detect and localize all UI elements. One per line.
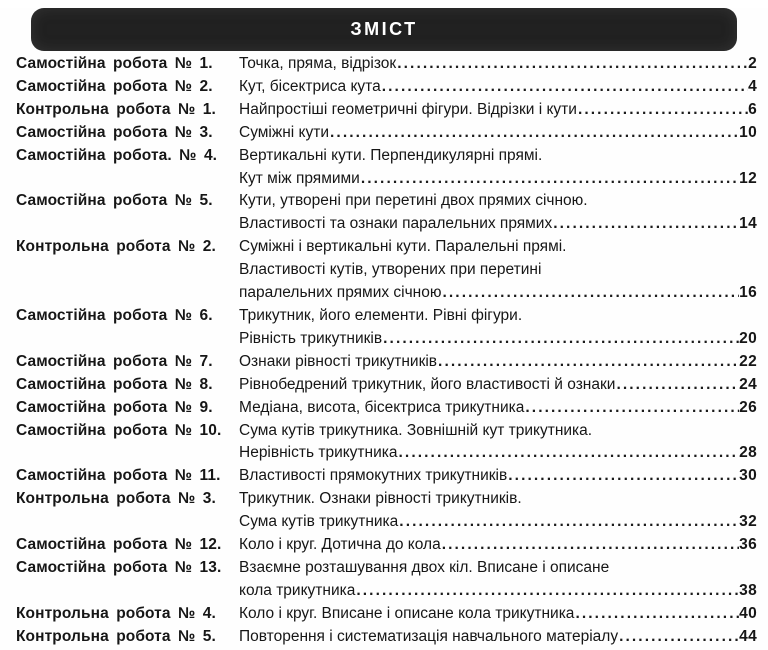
- toc-entry-label: Контрольна робота № 2.: [16, 238, 216, 256]
- toc-entry: [0, 76, 768, 99]
- toc-page-number: 24: [739, 375, 757, 393]
- toc-entry: [0, 626, 768, 649]
- toc-list: [0, 53, 768, 649]
- toc-entry-label: Самостійна робота № 10.: [16, 421, 222, 439]
- toc-entry-label: Самостійна робота № 9.: [16, 398, 213, 416]
- toc-title-line: [239, 213, 757, 236]
- toc-entry: [0, 145, 768, 191]
- toc-title-text: Ознаки рівності трикутників: [239, 352, 438, 370]
- toc-page-number: 28: [739, 444, 757, 462]
- toc-entry-label: Контрольна робота № 5.: [16, 627, 216, 645]
- toc-entry: [0, 374, 768, 397]
- toc-entry-body: [239, 76, 768, 99]
- toc-title-line: [239, 282, 757, 305]
- dot-leader: [618, 626, 739, 649]
- toc-entry-label: Контрольна робота № 1.: [16, 100, 216, 118]
- dot-leader: [552, 213, 739, 236]
- toc-title-text: Медіана, висота, бісектриса трикутника: [239, 398, 525, 416]
- toc-title-line: [239, 236, 757, 259]
- toc-entry: [0, 557, 768, 603]
- toc-page-number: 4: [748, 77, 757, 95]
- dot-leader: [441, 534, 739, 557]
- toc-title-text: Повторення і систематизація навчального матеріалу: [239, 627, 619, 645]
- toc-entry-label: Самостійна робота. № 4.: [16, 146, 218, 164]
- dot-leader: [398, 511, 739, 534]
- toc-entry: [0, 603, 768, 626]
- toc-entry-label: Самостійна робота № 7.: [16, 352, 213, 370]
- toc-title-text: Взаємне розташування двох кіл. Вписане і описане: [239, 558, 610, 576]
- toc-entry-body: [239, 626, 768, 649]
- toc-entry: [0, 534, 768, 557]
- contents-page: [0, 8, 768, 650]
- toc-title-line: [239, 328, 757, 351]
- toc-title-line: [239, 442, 757, 465]
- toc-entry: [0, 420, 768, 466]
- toc-entry-label: Самостійна робота № 3.: [16, 123, 213, 141]
- toc-title-text: Сума кутів трикутника. Зовнішній кут трикутника.: [239, 421, 593, 439]
- toc-entry-body: [239, 557, 768, 603]
- toc-entry-label: Самостійна робота № 13.: [16, 558, 222, 576]
- toc-entry-label: Самостійна робота № 2.: [16, 77, 213, 95]
- toc-title-text: кола трикутника: [239, 581, 356, 599]
- toc-title-line: [239, 122, 757, 145]
- toc-page-number: 30: [739, 467, 757, 485]
- toc-page-number: 20: [739, 329, 757, 347]
- toc-entry-label: Самостійна робота № 5.: [16, 192, 213, 210]
- toc-title-line: [239, 190, 757, 213]
- toc-title-line: [239, 420, 757, 443]
- toc-entry-body: [239, 420, 768, 466]
- toc-page-number: 38: [739, 581, 757, 599]
- toc-title-text: Суміжні кути: [239, 123, 330, 141]
- dot-leader: [355, 580, 739, 603]
- toc-page-number: 32: [739, 513, 757, 531]
- toc-title-line: [239, 511, 757, 534]
- toc-entry: [0, 122, 768, 145]
- toc-page-number: 16: [739, 284, 757, 302]
- toc-title-text: Суміжні і вертикальні кути. Паралельні прямі.: [239, 238, 567, 256]
- toc-entry: [0, 397, 768, 420]
- dot-leader: [360, 168, 739, 191]
- toc-entry-label: Самостійна робота № 11.: [16, 467, 221, 485]
- toc-title-text: Вертикальні кути. Перпендикулярні прямі.: [239, 146, 543, 164]
- toc-title-text: Найпростіші геометричні фігури. Відрізки і кути: [239, 100, 577, 118]
- toc-title-line: [239, 259, 757, 282]
- toc-entry-body: [239, 351, 768, 374]
- toc-entry-body: [239, 465, 768, 488]
- dot-leader: [396, 53, 748, 76]
- toc-title-line: [239, 465, 757, 488]
- toc-entry: [0, 99, 768, 122]
- toc-title-line: [239, 76, 757, 99]
- toc-page-number: 14: [739, 215, 757, 233]
- dot-leader: [441, 282, 739, 305]
- dot-leader: [381, 76, 748, 99]
- toc-title-text: Коло і круг. Дотична до кола: [239, 536, 441, 554]
- toc-page-number: 10: [739, 123, 757, 141]
- toc-entry-body: [239, 122, 768, 145]
- toc-title-text: Рівність трикутників: [239, 329, 383, 347]
- dot-leader: [398, 442, 740, 465]
- toc-title-text: Кут, бісектриса кута: [239, 77, 381, 95]
- toc-entry-label: Самостійна робота № 8.: [16, 375, 213, 393]
- toc-title-text: Коло і круг. Вписане і описане кола трикутника: [239, 604, 575, 622]
- dot-leader: [524, 397, 739, 420]
- toc-title-text: Кут між прямими: [239, 169, 360, 187]
- toc-entry-body: [239, 190, 768, 236]
- toc-entry-body: [239, 305, 768, 351]
- toc-title-line: [239, 99, 757, 122]
- dot-leader: [437, 351, 739, 374]
- dot-leader: [577, 99, 748, 122]
- toc-entry-body: [239, 236, 768, 305]
- toc-title-text: Трикутник, його елементи. Рівні фігури.: [239, 306, 523, 324]
- toc-title-line: [239, 580, 757, 603]
- toc-entry: [0, 488, 768, 534]
- toc-entry-body: [239, 53, 768, 76]
- toc-title-line: [239, 351, 757, 374]
- toc-title-text: Точка, пряма, відрізок: [239, 55, 397, 72]
- toc-title-text: Нерівність трикутника: [239, 444, 398, 462]
- toc-entry-body: [239, 99, 768, 122]
- toc-title-line: [239, 557, 757, 580]
- dot-leader: [574, 603, 739, 626]
- toc-entry: [0, 351, 768, 374]
- toc-entry-label: Контрольна робота № 4.: [16, 604, 216, 622]
- toc-title-text: Властивості та ознаки паралельних прямих: [239, 215, 553, 233]
- toc-entry: [0, 190, 768, 236]
- toc-entry-body: [239, 374, 768, 397]
- toc-entry-label: Самостійна робота № 12.: [16, 536, 222, 554]
- toc-title-line: [239, 603, 757, 626]
- toc-title-text: Властивості кутів, утворених при перетині: [239, 261, 542, 279]
- dot-leader: [507, 465, 739, 488]
- toc-title-line: [239, 488, 757, 511]
- toc-entry-body: [239, 603, 768, 626]
- toc-title-line: [239, 374, 757, 397]
- toc-title-text: Кути, утворені при перетині двох прямих січною.: [239, 192, 588, 210]
- toc-page-number: 12: [739, 169, 757, 187]
- toc-title-line: [239, 534, 757, 557]
- toc-title-line: [239, 626, 757, 649]
- dot-leader: [329, 122, 739, 145]
- toc-entry: [0, 53, 768, 76]
- toc-title-text: паралельних прямих січною: [239, 284, 442, 302]
- dot-leader: [615, 374, 739, 397]
- toc-entry-body: [239, 145, 768, 191]
- toc-entry-body: [239, 488, 768, 534]
- toc-title-line: [239, 145, 757, 168]
- toc-page-number: 2: [748, 55, 757, 72]
- toc-entry-label: Самостійна робота № 1.: [16, 55, 213, 72]
- toc-title-line: [239, 305, 757, 328]
- toc-page-number: 26: [739, 398, 757, 416]
- toc-page-number: 22: [739, 352, 757, 370]
- toc-title-line: [239, 168, 757, 191]
- toc-entry: [0, 236, 768, 305]
- toc-title-text: Властивості прямокутних трикутників: [239, 467, 508, 485]
- contents-header-bar: [31, 8, 737, 51]
- toc-title-text: Трикутник. Ознаки рівності трикутників.: [239, 490, 522, 508]
- toc-entry-body: [239, 397, 768, 420]
- toc-page-number: 6: [748, 100, 757, 118]
- toc-entry-label: Контрольна робота № 3.: [16, 490, 216, 508]
- toc-entry-body: [239, 534, 768, 557]
- toc-title-line: [239, 53, 757, 76]
- toc-title-text: Сума кутів трикутника: [239, 513, 399, 531]
- toc-entry-label: Самостійна робота № 6.: [16, 306, 213, 324]
- dot-leader: [382, 328, 739, 351]
- toc-page-number: 36: [739, 536, 757, 554]
- toc-title-text: Рівнобедрений трикутник, його властивості й ознаки: [239, 375, 616, 393]
- toc-page-number: 40: [739, 604, 757, 622]
- toc-page-number: 44: [739, 627, 757, 645]
- toc-title-line: [239, 397, 757, 420]
- page-title: ЗМІСТ: [350, 19, 418, 39]
- toc-entry: [0, 305, 768, 351]
- toc-entry: [0, 465, 768, 488]
